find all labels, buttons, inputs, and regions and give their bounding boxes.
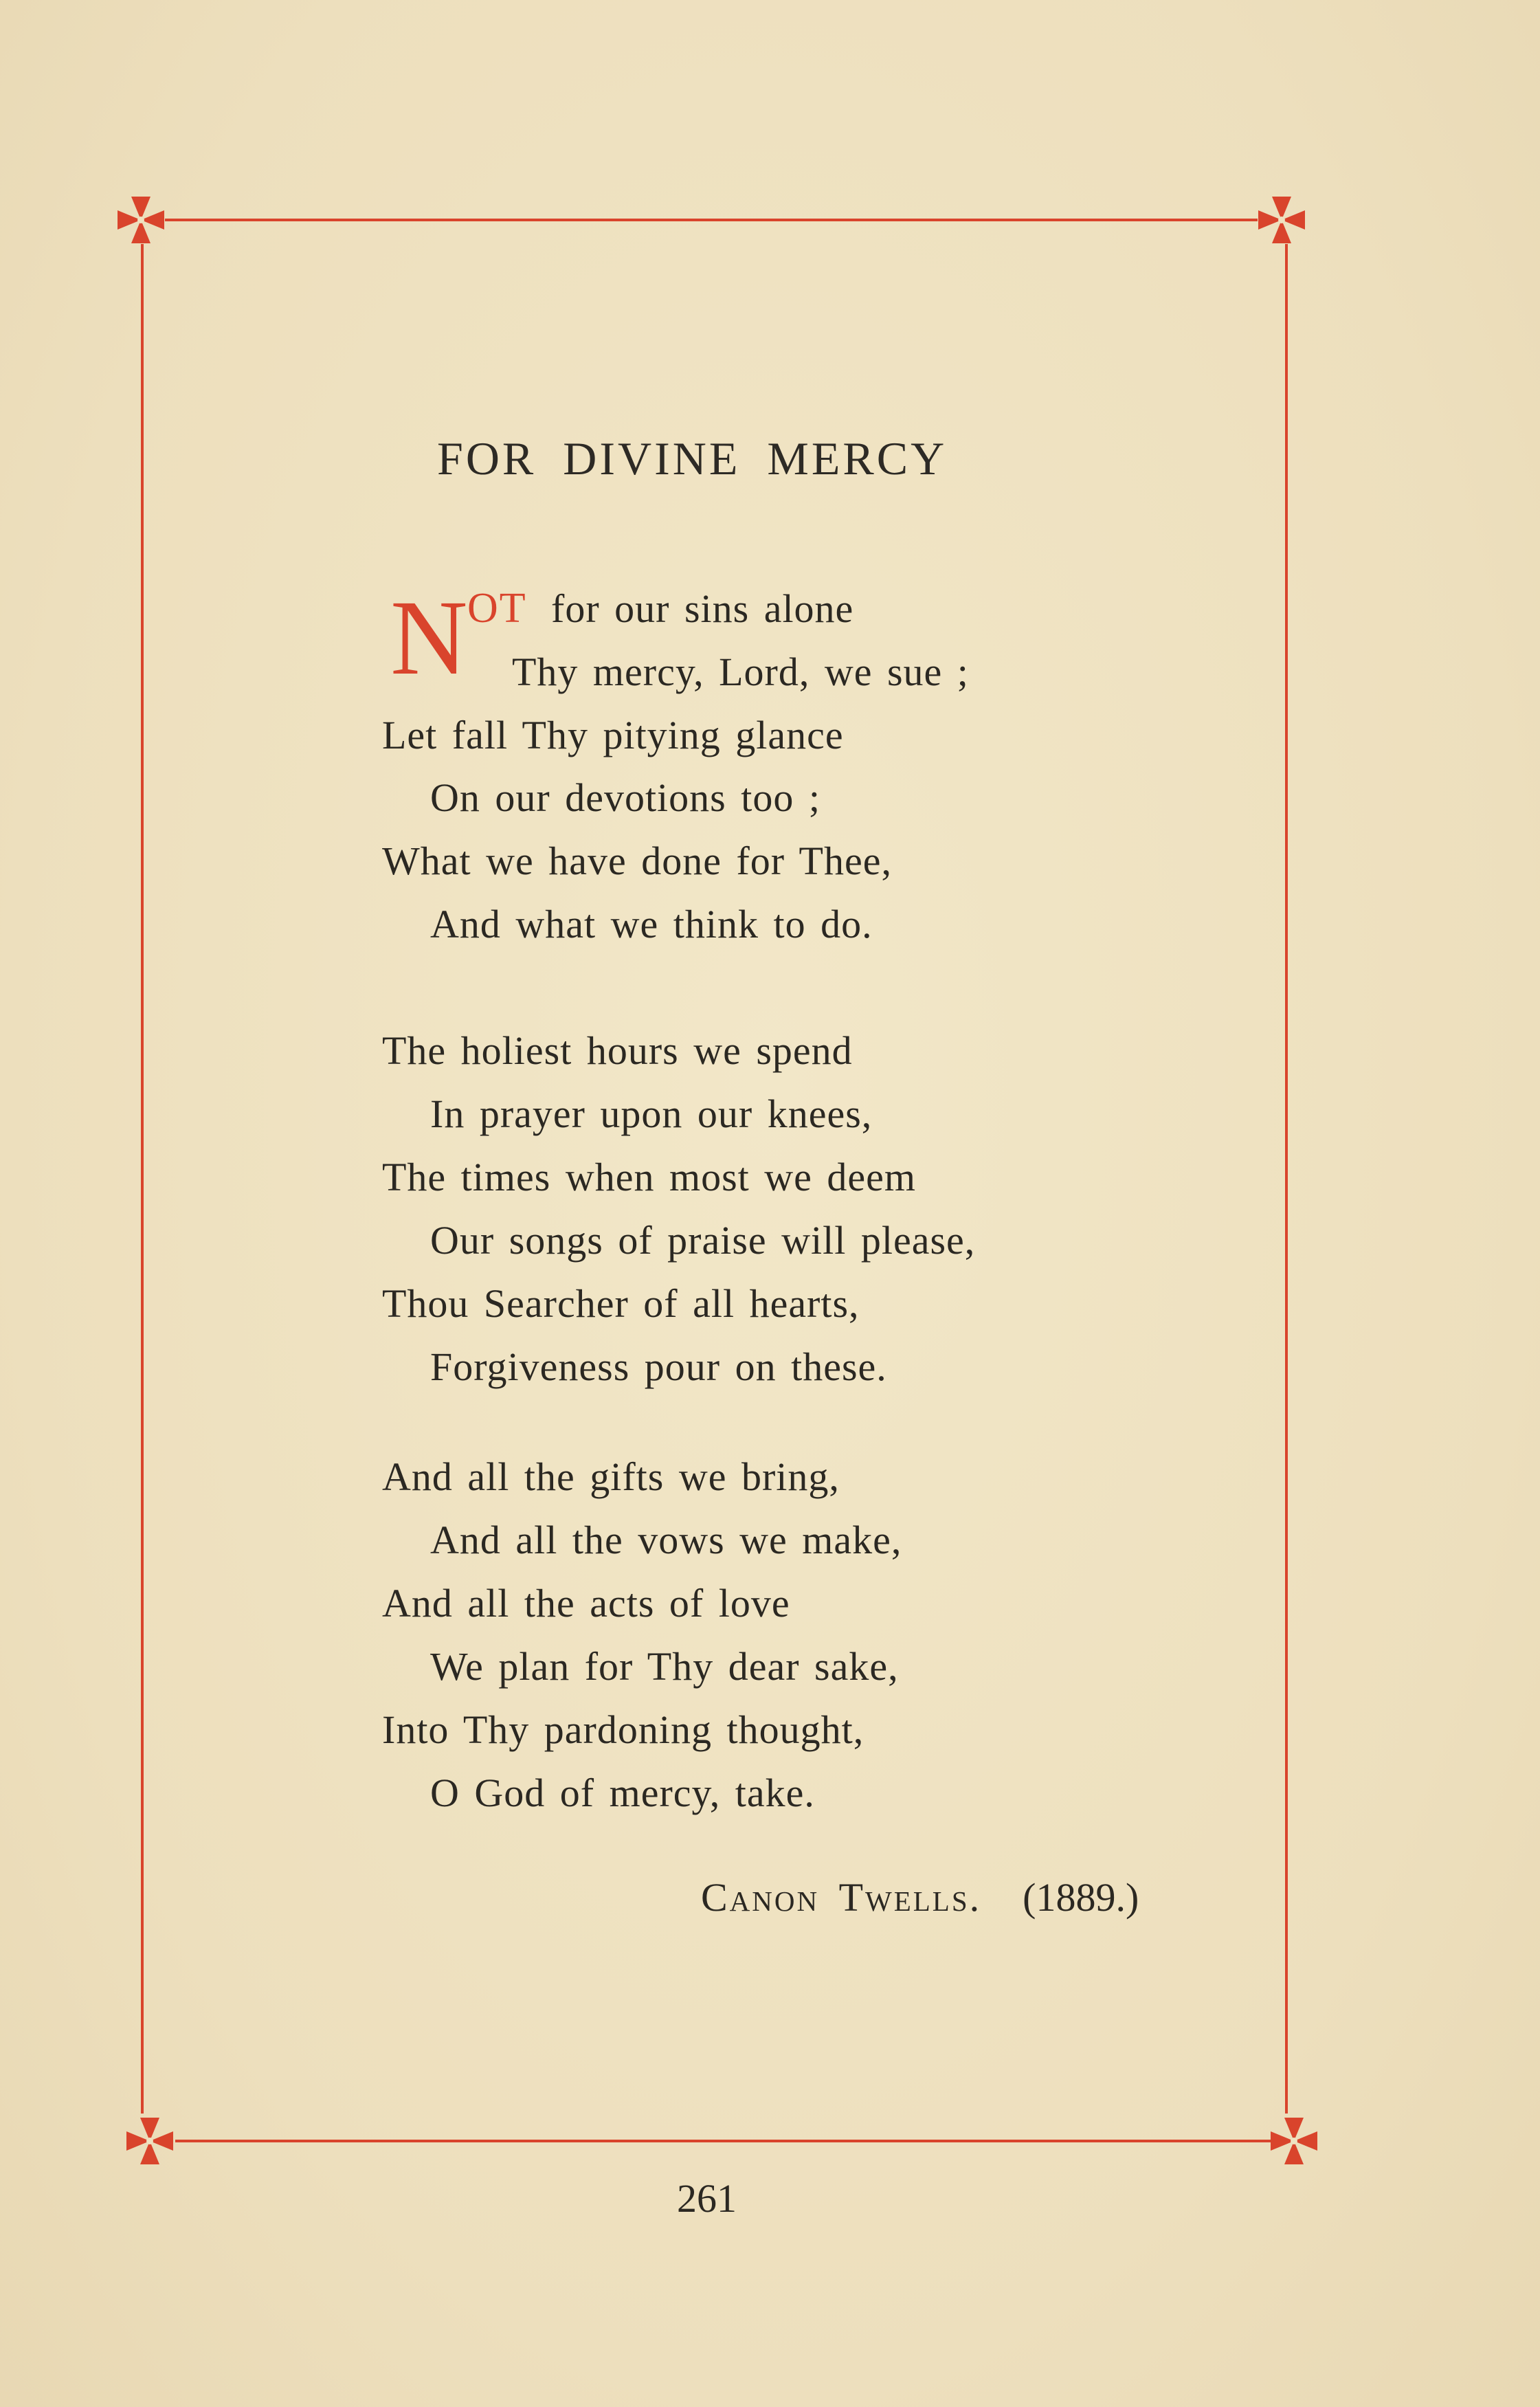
poem-line: Thy mercy, Lord, we sue ;: [512, 650, 969, 694]
attribution: [701, 1874, 1139, 1920]
page-number: 261: [677, 2176, 737, 2221]
poem-line: The times when most we deem: [382, 1155, 916, 1199]
maltese-cross-icon: [1254, 192, 1309, 247]
poem-line: Our songs of praise will please,: [430, 1218, 976, 1263]
poem-line: Let fall Thy pitying glance: [382, 713, 844, 757]
poem-line: We plan for Thy dear sake,: [430, 1644, 899, 1689]
poem-line: On our devotions too ;: [430, 775, 821, 820]
poem-line: for our sins alone: [551, 586, 854, 631]
drop-cap-continuation: OT: [467, 585, 527, 632]
poem-line: The holiest hours we spend: [382, 1028, 853, 1073]
frame-left-rule: [141, 244, 144, 2114]
poem-line: What we have done for Thee,: [382, 839, 892, 883]
frame-right-rule: [1285, 244, 1288, 2114]
poem-line: O God of mercy, take.: [430, 1771, 815, 1815]
poem-line: And what we think to do.: [430, 902, 873, 946]
poem-line: And all the gifts we bring,: [382, 1454, 840, 1499]
drop-cap: N: [390, 578, 468, 697]
maltese-cross-icon: [122, 2114, 177, 2168]
frame-bottom-rule: [175, 2140, 1271, 2142]
poem-title: FOR DIVINE MERCY: [437, 432, 948, 485]
poem-line: Forgiveness pour on these.: [430, 1344, 887, 1389]
author-name: Canon Twells.: [701, 1875, 982, 1920]
poem-line: In prayer upon our knees,: [430, 1091, 873, 1136]
maltese-cross-icon: [1266, 2114, 1321, 2168]
poem-line: And all the vows we make,: [430, 1518, 902, 1562]
poem-line: Thou Searcher of all hearts,: [382, 1281, 860, 1326]
frame-top-rule: [165, 219, 1258, 221]
publication-year: (1889.): [1023, 1875, 1139, 1920]
maltese-cross-icon: [113, 192, 168, 247]
poem-line: And all the acts of love: [382, 1581, 790, 1626]
poem-line: Into Thy pardoning thought,: [382, 1707, 864, 1752]
